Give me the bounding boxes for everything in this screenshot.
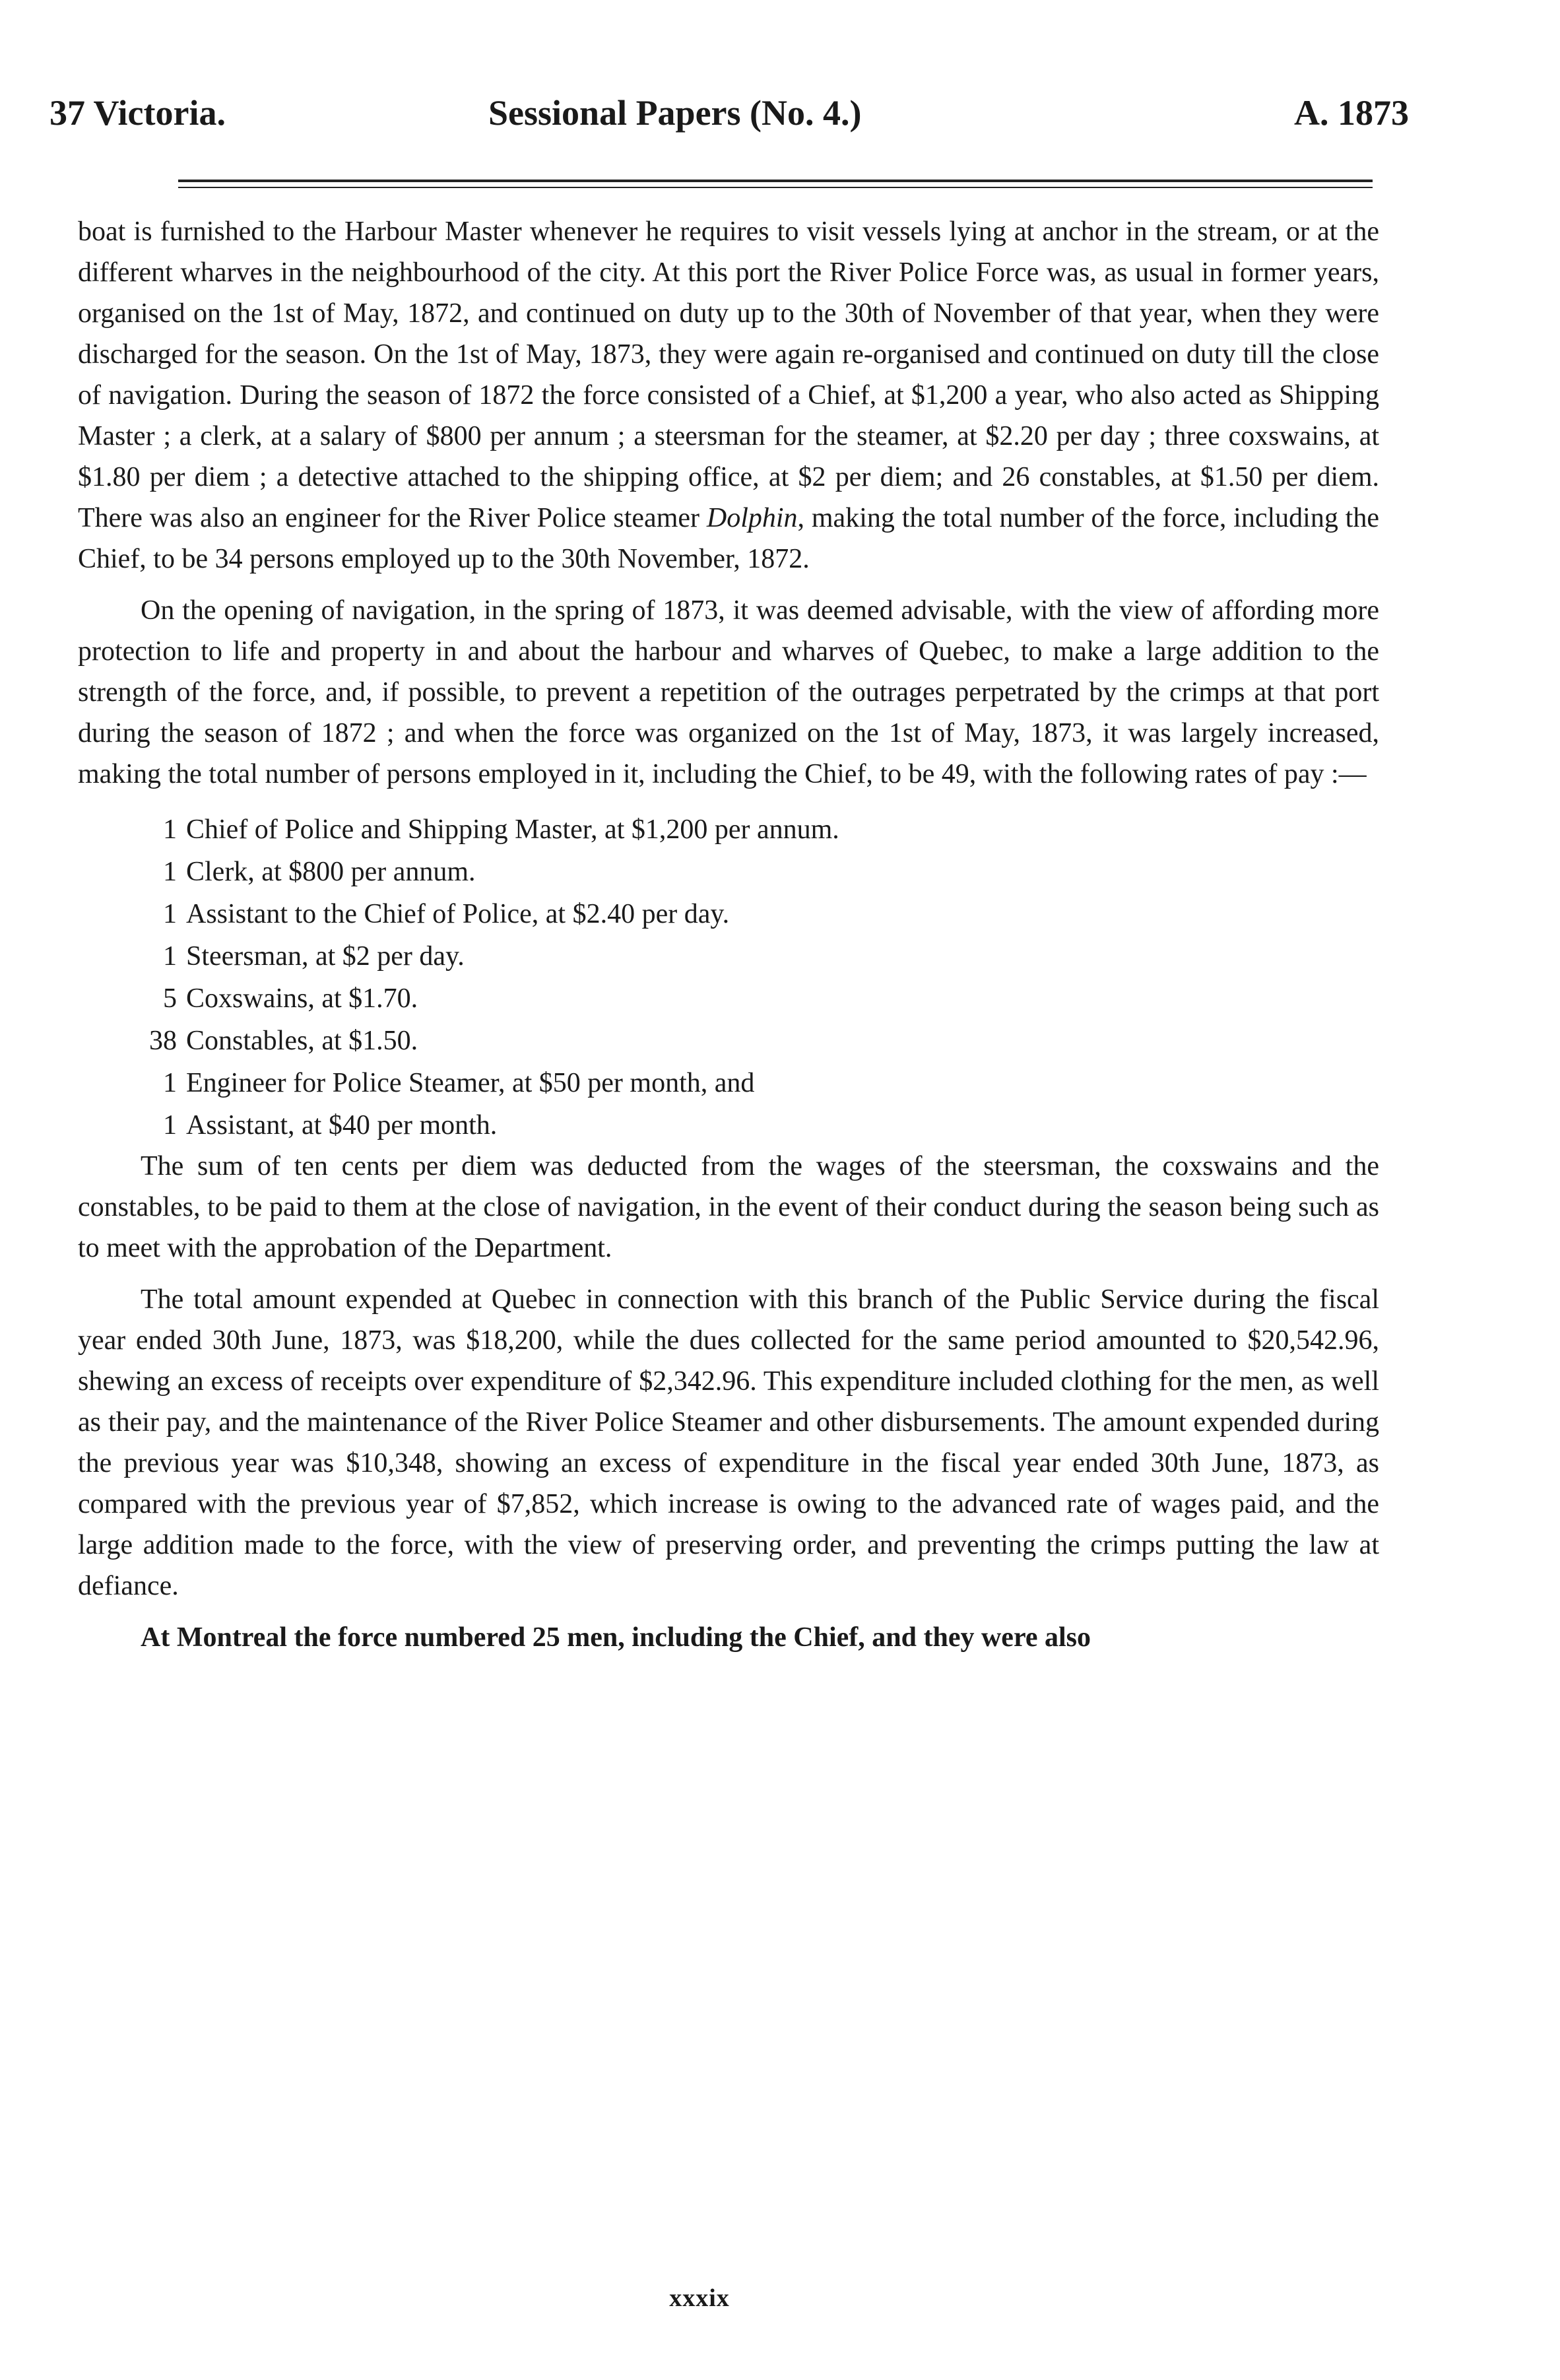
paragraph-1-tail: , making the total number of the force, including the Chief, to be 34 persons employed up to the 30th November, 1872. [78,503,1379,574]
list-item-desc: Engineer for Police Steamer, at $50 per month, and [186,1068,755,1098]
list-item-desc: Chief of Police and Shipping Master, at $1,200 per annum. [186,814,839,845]
paragraph-1 [78,211,1379,579]
list-item-qty: 1 [163,857,177,887]
list-item [78,851,1379,892]
paragraph-3: The sum of ten cents per diem was deducted from the wages of the steersman, the coxswains and the constables, to be paid to them at the close of navigation, in the event of their conduct during the season being such as to meet with the approbation of the Department. [78,1151,1379,1263]
list-item-qty: 1 [163,899,177,929]
list-item-qty: 1 [163,814,177,845]
header-rule-thin [178,187,1373,188]
body-text [78,211,1379,1658]
list-item [78,1105,1379,1146]
list-item [78,894,1379,935]
list-item-desc: Constables, at $1.50. [186,1026,418,1056]
list-item-desc: Clerk, at $800 per annum. [186,857,476,887]
list-item-qty: 1 [163,941,177,972]
list-item-desc: Assistant to the Chief of Police, at $2.40 per day. [186,899,730,929]
list-item-qty: 5 [163,983,177,1014]
paragraph-2: On the opening of navigation, in the spring of 1873, it was deemed advisable, with the view of affording more protection to life and property in and about the harbour and wharves of Quebec, to make a large addition to the strength of the force, and, if possible, to prevent a repetition of the outrages perpetrated by the crimps at that port during the season of 1872 ; and when the force was organized on the 1st of May, 1873, it was largely increased, making the total number of persons employed in it, including the Chief, to be 49, with the following rates of pay :— [78,595,1379,789]
pay-list [78,809,1379,1146]
list-item [78,978,1379,1019]
page-header [49,92,1409,145]
page-number: xxxix [669,2284,730,2312]
list-item-qty: 38 [149,1026,177,1056]
list-item-qty: 1 [163,1068,177,1098]
list-item [78,1063,1379,1104]
paragraph-4: The total amount expended at Quebec in connection with this branch of the Public Service during the fiscal year ended 30th June, 1873, was $18,200, while the dues collected for the same period amounted to $20,542.96, shewing an excess of receipts over expenditure of $2,342.96. This expenditure included clothing for the men, as well as their pay, and the maintenance of the River Police Steamer and other disbursements. The amount expended during the previous year was $10,348, showing an excess of expenditure in the fiscal year ended 30th June, 1873, as compared with the previous year of $7,852, which increase is owing to the advanced rate of wages paid, and the large addition made to the force, with the view of preserving order, and preventing the crimps putting the law at defiance. [78,1284,1379,1601]
list-item [78,1020,1379,1061]
list-item-desc: Steersman, at $2 per day. [186,941,465,972]
paragraph-5: At Montreal the force numbered 25 men, including the Chief, and they were also [141,1622,1091,1653]
list-item-qty: 1 [163,1110,177,1140]
list-item-desc: Coxswains, at $1.70. [186,983,418,1014]
paragraph-1-text: boat is furnished to the Harbour Master whenever he requires to visit vessels lying at anchor in the stream, or at the different wharves in the neighbourhood of the city. At this port the River Police Force was, as usual in former years, organised on the 1st of May, 1872, and continued on duty up to the 30th of November of that year, when they were discharged for the season. On the 1st of May, 1873, they were again re-organised and continued on duty till the close of navigation. During the season of 1872 the force consisted of a Chief, at $1,200 a year, who also acted as Shipping Master ; a clerk, at a salary of $800 per annum ; a steersman for the steamer, at $2.20 per day ; three coxswains, at $1.80 per diem ; a detective attached to the shipping office, at $2 per diem; and 26 constables, at $1.50 per diem. There was also an engineer for the River Police steamer [78,216,1379,533]
header-rule [178,180,1373,182]
list-item [78,936,1379,977]
header-session: 37 Victoria. [49,93,226,133]
list-item [78,809,1379,850]
header-year: A. 1873 [1294,93,1409,133]
steamer-name: Dolphin [706,503,798,533]
list-item-desc: Assistant, at $40 per month. [186,1110,498,1140]
header-title: Sessional Papers (No. 4.) [488,93,862,133]
